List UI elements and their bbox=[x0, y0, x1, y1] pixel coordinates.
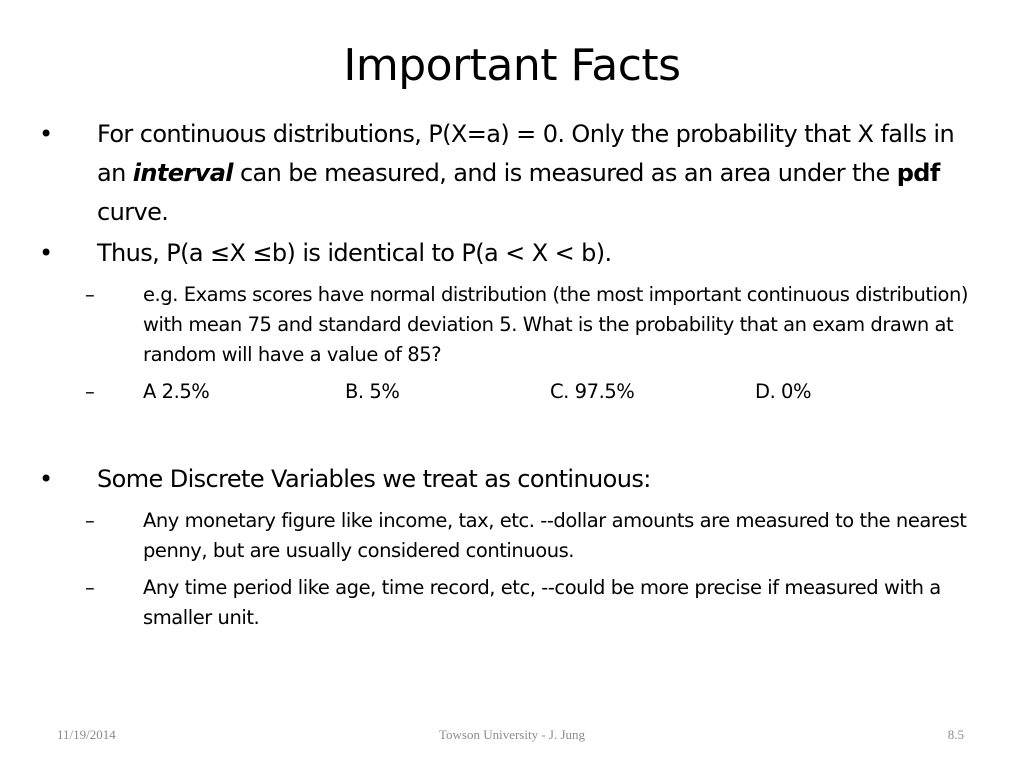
emphasis-word: interval bbox=[132, 159, 233, 187]
dash-marker: – bbox=[85, 380, 95, 403]
choice-b: B. 5% bbox=[345, 380, 400, 403]
bullet-text-part: can be measured, and is measured as an area under the bbox=[232, 159, 897, 187]
sub-item-time-periods bbox=[85, 573, 993, 633]
bullet-text-part: curve. bbox=[97, 198, 169, 226]
sub-item-text: Any monetary figure like income, tax, etc. --dollar amounts are measured to the nearest penny, but are usually considered continuous. bbox=[143, 509, 967, 562]
bullet-marker: • bbox=[39, 239, 53, 267]
sub-item-text: e.g. Exams scores have normal distribution (the most important continuous distribution) with mean 75 and standard deviation 5. What is the probability that an exam drawn at random will have a value of 85? bbox=[143, 283, 969, 366]
footer-author: Towson University - J. Jung bbox=[438, 727, 586, 742]
choice-a: A 2.5% bbox=[143, 380, 210, 403]
choice-d: D. 0% bbox=[755, 380, 812, 403]
bullet-marker: • bbox=[39, 465, 53, 493]
choice-c: C. 97.5% bbox=[550, 380, 635, 403]
bullet-text-part: For continuous distributions, P(X=a) = 0. Only the probability that X falls in an bbox=[97, 120, 955, 187]
sub-item-exam-example bbox=[85, 280, 993, 370]
sub-item-monetary-figures bbox=[85, 506, 993, 566]
bullet-item-discrete-as-continuous bbox=[39, 460, 977, 499]
bold-word: pdf bbox=[896, 159, 940, 187]
dash-marker: – bbox=[85, 283, 95, 306]
bullet-text: Some Discrete Variables we treat as continuous: bbox=[97, 465, 651, 493]
dash-marker: – bbox=[85, 509, 95, 532]
bullet-item-continuous-distributions bbox=[39, 115, 977, 232]
sub-item-answer-choices bbox=[85, 377, 993, 407]
footer-page-number: 8.5 bbox=[947, 727, 964, 742]
dash-marker: – bbox=[85, 576, 95, 599]
footer-date: 11/19/2014 bbox=[57, 727, 116, 742]
sub-item-text: Any time period like age, time record, etc, --could be more precise if measured with a smaller unit. bbox=[143, 576, 941, 629]
bullet-text: Thus, P(a ≤X ≤b) is identical to P(a < X < b). bbox=[97, 239, 612, 267]
slide-title: Important Facts bbox=[343, 40, 681, 91]
bullet-item-interval-equivalence bbox=[39, 234, 977, 273]
bullet-marker: • bbox=[39, 120, 53, 148]
